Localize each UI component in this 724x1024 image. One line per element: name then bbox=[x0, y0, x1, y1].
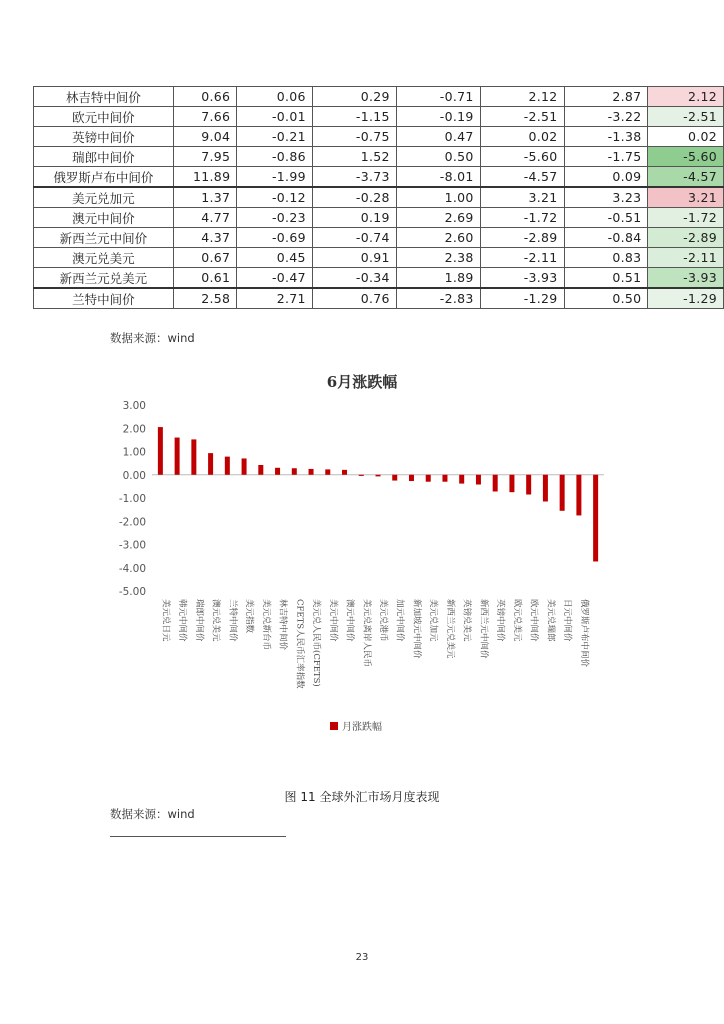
value-cell: 0.47 bbox=[396, 127, 480, 147]
value-cell: 3.23 bbox=[564, 187, 648, 208]
value-cell: 0.29 bbox=[312, 87, 396, 107]
value-cell: 0.67 bbox=[173, 248, 236, 268]
value-cell: -8.01 bbox=[396, 167, 480, 188]
bar bbox=[493, 475, 498, 492]
value-cell: -1.99 bbox=[237, 167, 313, 188]
value-cell: -1.15 bbox=[312, 107, 396, 127]
chart-legend bbox=[330, 718, 382, 733]
table-row bbox=[34, 288, 724, 309]
table-row bbox=[34, 187, 724, 208]
value-cell: -2.83 bbox=[396, 288, 480, 309]
table-row bbox=[34, 228, 724, 248]
highlight-cell: 0.02 bbox=[648, 127, 724, 147]
y-tick-label: 1.00 bbox=[122, 446, 146, 459]
value-cell: -3.93 bbox=[480, 268, 564, 289]
x-tick-label: CFETS人民币汇率指数 bbox=[294, 599, 305, 689]
data-source-note-bottom: 数据来源：wind bbox=[110, 807, 195, 821]
x-tick-label: 新加坡元中间价 bbox=[411, 599, 422, 659]
row-name: 澳元中间价 bbox=[34, 208, 174, 228]
value-cell: 2.87 bbox=[564, 87, 648, 107]
value-cell: -0.71 bbox=[396, 87, 480, 107]
value-cell: -3.73 bbox=[312, 167, 396, 188]
x-tick-label: 新西兰元兑美元 bbox=[444, 599, 455, 659]
value-cell: -4.57 bbox=[480, 167, 564, 188]
table-row bbox=[34, 87, 724, 107]
value-cell: -1.75 bbox=[564, 147, 648, 167]
value-cell: 2.69 bbox=[396, 208, 480, 228]
bar bbox=[593, 475, 598, 562]
bar bbox=[509, 475, 514, 492]
value-cell: 1.37 bbox=[173, 187, 236, 208]
value-cell: -0.51 bbox=[564, 208, 648, 228]
value-cell: 0.51 bbox=[564, 268, 648, 289]
value-cell: -0.47 bbox=[237, 268, 313, 289]
table-row bbox=[34, 147, 724, 167]
value-cell: 2.58 bbox=[173, 288, 236, 309]
bar bbox=[342, 470, 347, 475]
value-cell: 3.21 bbox=[480, 187, 564, 208]
highlight-cell: -2.51 bbox=[648, 107, 724, 127]
value-cell: -0.28 bbox=[312, 187, 396, 208]
table-row bbox=[34, 248, 724, 268]
row-name: 新西兰元中间价 bbox=[34, 228, 174, 248]
row-name: 英镑中间价 bbox=[34, 127, 174, 147]
bar bbox=[225, 457, 230, 475]
value-cell: -3.22 bbox=[564, 107, 648, 127]
table-row bbox=[34, 107, 724, 127]
value-cell: -5.60 bbox=[480, 147, 564, 167]
x-tick-label: 美元兑日元 bbox=[160, 599, 171, 642]
highlight-cell: -1.72 bbox=[648, 208, 724, 228]
value-cell: 9.04 bbox=[173, 127, 236, 147]
bar bbox=[376, 475, 381, 477]
bar bbox=[560, 475, 565, 511]
monthly-change-bar-chart bbox=[0, 390, 724, 720]
value-cell: -0.19 bbox=[396, 107, 480, 127]
value-cell: -0.01 bbox=[237, 107, 313, 127]
x-tick-label: 澳元中间价 bbox=[344, 599, 355, 642]
x-tick-label: 日元中间价 bbox=[562, 599, 573, 642]
row-name: 欧元中间价 bbox=[34, 107, 174, 127]
x-tick-label: 瑞郎中间价 bbox=[193, 599, 204, 642]
value-cell: 0.76 bbox=[312, 288, 396, 309]
highlight-cell: -3.93 bbox=[648, 268, 724, 289]
figure-caption: 图 11 全球外汇市场月度表现 bbox=[284, 790, 440, 804]
value-cell: 2.38 bbox=[396, 248, 480, 268]
bar bbox=[242, 458, 247, 474]
x-tick-label: 美元中间价 bbox=[327, 599, 338, 642]
value-cell: 4.77 bbox=[173, 208, 236, 228]
value-cell: 7.66 bbox=[173, 107, 236, 127]
value-cell: 0.06 bbox=[237, 87, 313, 107]
highlight-cell: -2.89 bbox=[648, 228, 724, 248]
value-cell: -1.72 bbox=[480, 208, 564, 228]
row-name: 兰特中间价 bbox=[34, 288, 174, 309]
row-name: 瑞郎中间价 bbox=[34, 147, 174, 167]
bar bbox=[175, 438, 180, 475]
x-tick-label: 新西兰元中间价 bbox=[478, 599, 489, 659]
y-tick-label: 2.00 bbox=[122, 423, 146, 436]
bar bbox=[426, 475, 431, 482]
value-cell: -2.89 bbox=[480, 228, 564, 248]
value-cell: 0.66 bbox=[173, 87, 236, 107]
x-tick-label: 兰特中间价 bbox=[227, 599, 238, 642]
bar bbox=[275, 468, 280, 475]
value-cell: -0.69 bbox=[237, 228, 313, 248]
table-row bbox=[34, 167, 724, 188]
y-tick-label: -4.00 bbox=[118, 562, 146, 575]
value-cell: 0.50 bbox=[564, 288, 648, 309]
legend-label: 月涨跌幅 bbox=[342, 722, 382, 733]
value-cell: 11.89 bbox=[173, 167, 236, 188]
value-cell: 0.61 bbox=[173, 268, 236, 289]
value-cell: 4.37 bbox=[173, 228, 236, 248]
y-tick-label: 3.00 bbox=[122, 400, 146, 412]
y-tick-label: -5.00 bbox=[118, 586, 146, 598]
value-cell: -0.34 bbox=[312, 268, 396, 289]
bar bbox=[292, 468, 297, 475]
value-cell: -1.38 bbox=[564, 127, 648, 147]
x-tick-label: 英镑中间价 bbox=[495, 599, 506, 642]
bar bbox=[208, 453, 213, 475]
bar bbox=[158, 427, 163, 475]
value-cell: -0.12 bbox=[237, 187, 313, 208]
row-name: 澳元兑美元 bbox=[34, 248, 174, 268]
row-name: 美元兑加元 bbox=[34, 187, 174, 208]
value-cell: 7.95 bbox=[173, 147, 236, 167]
value-cell: 0.50 bbox=[396, 147, 480, 167]
value-cell: 0.91 bbox=[312, 248, 396, 268]
x-tick-label: 美元兑离岸人民币 bbox=[361, 599, 372, 668]
value-cell: 0.19 bbox=[312, 208, 396, 228]
row-name: 林吉特中间价 bbox=[34, 87, 174, 107]
bar bbox=[543, 475, 548, 502]
value-cell: 1.00 bbox=[396, 187, 480, 208]
y-tick-label: -1.00 bbox=[118, 493, 146, 505]
footnote-divider bbox=[110, 836, 286, 837]
x-tick-label: 加元中间价 bbox=[394, 599, 405, 642]
value-cell: 1.89 bbox=[396, 268, 480, 289]
value-cell: -0.74 bbox=[312, 228, 396, 248]
table-row bbox=[34, 208, 724, 228]
value-cell: -1.29 bbox=[480, 288, 564, 309]
value-cell: -0.75 bbox=[312, 127, 396, 147]
bar bbox=[576, 475, 581, 516]
value-cell: 0.02 bbox=[480, 127, 564, 147]
chart-title: 6月涨跌幅 bbox=[326, 373, 398, 391]
value-cell: 2.12 bbox=[480, 87, 564, 107]
value-cell: 0.45 bbox=[237, 248, 313, 268]
x-tick-label: 澳元兑美元 bbox=[210, 599, 221, 642]
x-tick-label: 英镑兑美元 bbox=[461, 599, 472, 642]
bar bbox=[325, 469, 330, 474]
bar bbox=[359, 475, 364, 476]
bar bbox=[476, 475, 481, 485]
fx-change-table bbox=[33, 86, 724, 309]
page-number: 23 bbox=[355, 952, 369, 963]
row-name: 俄罗斯卢布中间价 bbox=[34, 167, 174, 188]
data-source-note: 数据来源：wind bbox=[110, 331, 195, 345]
bar bbox=[309, 469, 314, 475]
x-tick-label: 韩元中间价 bbox=[177, 599, 188, 642]
bar bbox=[459, 475, 464, 484]
value-cell: -0.23 bbox=[237, 208, 313, 228]
bar bbox=[191, 439, 196, 474]
highlight-cell: 2.12 bbox=[648, 87, 724, 107]
bar bbox=[442, 475, 447, 482]
value-cell: 0.09 bbox=[564, 167, 648, 188]
x-tick-label: 林吉特中间价 bbox=[277, 599, 288, 651]
y-tick-label: -2.00 bbox=[118, 516, 146, 529]
value-cell: -0.86 bbox=[237, 147, 313, 167]
highlight-cell: -5.60 bbox=[648, 147, 724, 167]
x-tick-label: 欧元兑美元 bbox=[511, 599, 522, 642]
y-tick-label: -3.00 bbox=[118, 539, 146, 552]
highlight-cell: -1.29 bbox=[648, 288, 724, 309]
highlight-cell: -2.11 bbox=[648, 248, 724, 268]
value-cell: 2.71 bbox=[237, 288, 313, 309]
x-tick-label: 欧元中间价 bbox=[528, 599, 539, 642]
x-tick-label: 俄罗斯卢布中间价 bbox=[578, 599, 589, 668]
row-name: 新西兰元兑美元 bbox=[34, 268, 174, 289]
table-row bbox=[34, 268, 724, 289]
value-cell: 1.52 bbox=[312, 147, 396, 167]
bar bbox=[526, 475, 531, 495]
bar bbox=[258, 465, 263, 475]
value-cell: 2.60 bbox=[396, 228, 480, 248]
bar bbox=[409, 475, 414, 481]
x-tick-label: 美元指数 bbox=[244, 599, 255, 634]
value-cell: -2.51 bbox=[480, 107, 564, 127]
value-cell: -0.84 bbox=[564, 228, 648, 248]
x-tick-label: 美元兑人民币(CFETS) bbox=[311, 599, 322, 687]
y-tick-label: 0.00 bbox=[122, 469, 146, 482]
value-cell: -2.11 bbox=[480, 248, 564, 268]
highlight-cell: -4.57 bbox=[648, 167, 724, 188]
legend-swatch bbox=[330, 722, 338, 730]
x-tick-label: 美元兑新台币 bbox=[260, 599, 271, 651]
value-cell: -0.21 bbox=[237, 127, 313, 147]
bar bbox=[392, 475, 397, 481]
x-tick-label: 美元兑加元 bbox=[428, 599, 439, 642]
table-row bbox=[34, 127, 724, 147]
value-cell: 0.83 bbox=[564, 248, 648, 268]
x-tick-label: 美元兑港币 bbox=[378, 599, 388, 642]
x-tick-label: 美元兑瑞郎 bbox=[545, 599, 556, 642]
highlight-cell: 3.21 bbox=[648, 187, 724, 208]
